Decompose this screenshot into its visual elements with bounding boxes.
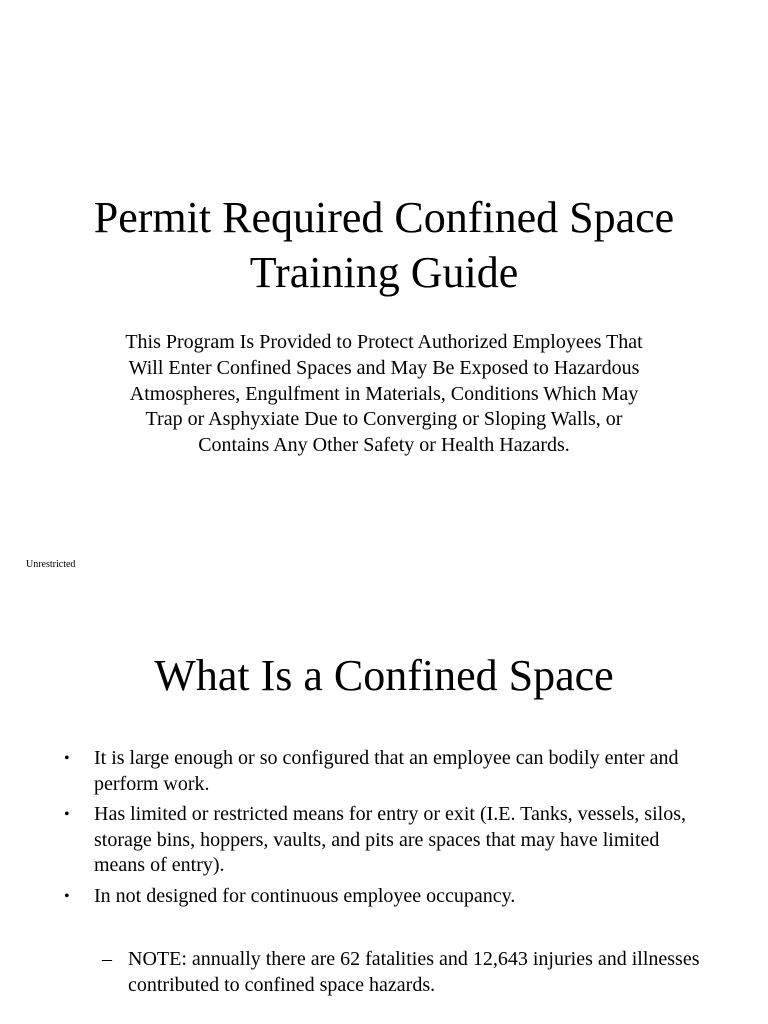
bullet-icon: • [64,887,70,905]
bullet-item [64,884,704,910]
bullet-item [64,746,704,797]
slide-title [0,190,768,300]
bullet-text: Has limited or restricted means for entry or exit (I.E. Tanks, vessels, silos, storage bins, hoppers, vaults, and pits are spaces that may have limited means of entry). [94,803,686,877]
sub-bullet-text: NOTE: annually there are 62 fatalities and 12,643 injuries and illnesses contributed to confined space hazards. [128,948,700,996]
dash-icon: – [102,948,112,970]
bullet-text: In not designed for continuous employee occupancy. [94,884,516,907]
slide-subtitle: This Program Is Provided to Protect Authorized Employees That Will Enter Confined Spaces and May Be Exposed to Hazardous Atmospheres, Engulfment in Materials, Conditions Which May Trap or Asphyxiate Due to Converging or Sloping Walls, or Contains Any Other Safety or Health Hazards. [125,331,643,457]
bullet-icon: • [64,806,70,824]
bullet-list [64,746,704,915]
title-line-2: Training Guide [249,248,519,297]
slide-heading: What Is a Confined Space [154,651,614,700]
title-line-1: Permit Required Confined Space [93,193,675,242]
sub-bullet-item [102,947,708,998]
classification-label: Unrestricted [26,559,76,570]
bullet-text: It is large enough or so configured that an employee can bodily enter and perform work. [94,747,679,795]
bullet-item [64,802,704,879]
bullet-icon: • [64,750,70,767]
